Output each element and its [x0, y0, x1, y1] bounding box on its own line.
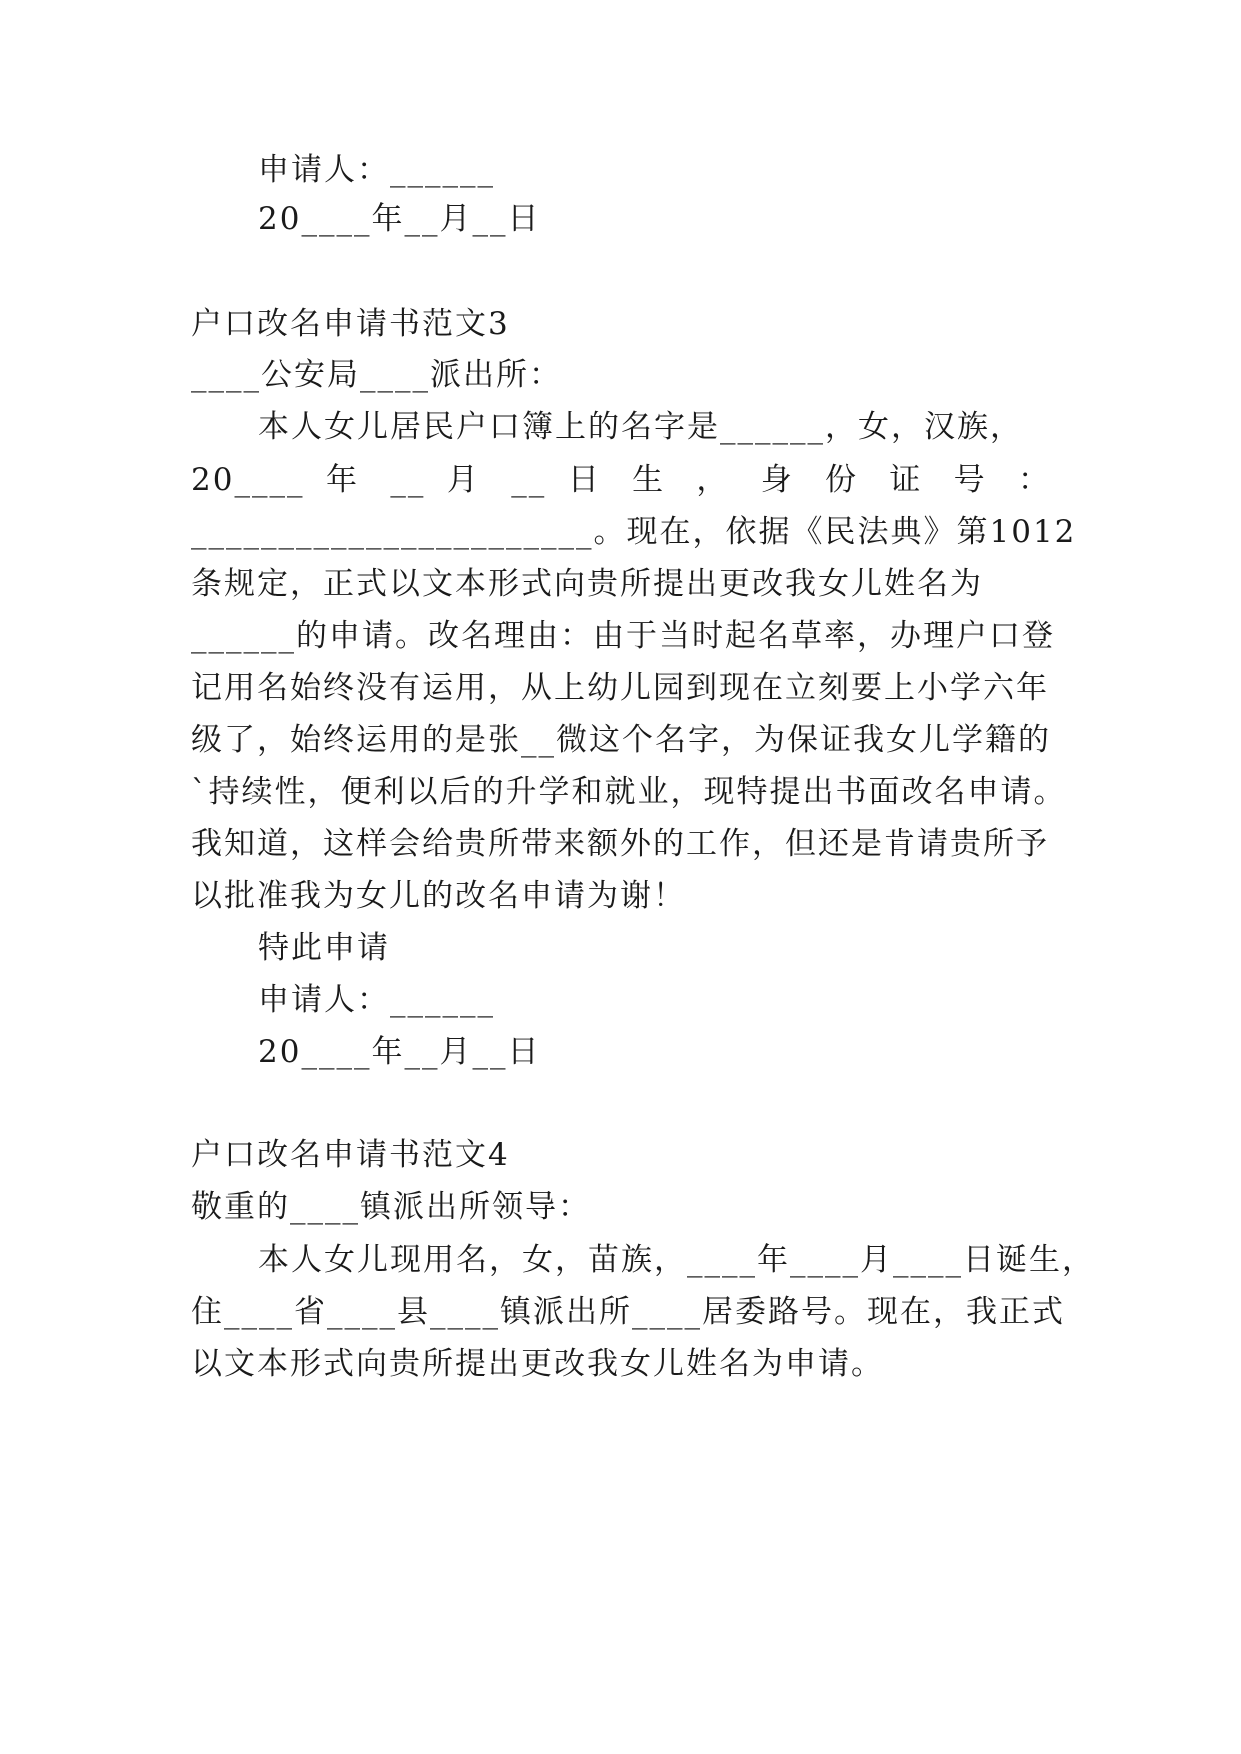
- paragraph-line: 本人女儿现用名，女，苗族，____年____月____日诞生，: [258, 1242, 1095, 1278]
- paragraph-line: _______________________。现在，依据《民法典》第1012: [191, 514, 1077, 550]
- paragraph-line: 本人女儿居民户口簿上的名字是______，女，汉族，: [258, 409, 1023, 445]
- date-line: 20____年__月__日: [258, 1034, 541, 1070]
- date-line: 20____年__月__日: [258, 201, 541, 237]
- paragraph-line: 以文本形式向贵所提出更改我女儿姓名为申请。: [191, 1346, 884, 1382]
- salutation: 敬重的____镇派出所领导：: [191, 1189, 591, 1225]
- paragraph-line: 20____ 年 __ 月 __ 日 生 ， 身 份 证 号 ：: [191, 462, 1051, 498]
- paragraph-line: 条规定，正式以文本形式向贵所提出更改我女儿姓名为: [191, 566, 983, 602]
- paragraph-line: ______的申请。改名理由：由于当时起名草率，办理户口登: [191, 618, 1055, 654]
- closing-line: 特此申请: [258, 930, 390, 966]
- paragraph-line: 记用名始终没有运用，从上幼儿园到现在立刻要上小学六年: [191, 670, 1049, 706]
- paragraph-line: 住____省____县____镇派出所____居委路号。现在，我正式: [191, 1294, 1065, 1330]
- salutation: ____公安局____派出所：: [191, 357, 562, 393]
- applicant-line: 申请人：______: [258, 152, 495, 188]
- paragraph-line: `持续性，便利以后的升学和就业，现特提出书面改名申请。: [191, 774, 1067, 810]
- paragraph-line: 我知道，这样会给贵所带来额外的工作，但还是肯请贵所予: [191, 826, 1049, 862]
- section-heading: 户口改名申请书范文4: [191, 1137, 510, 1173]
- section-heading: 户口改名申请书范文3: [191, 306, 510, 342]
- paragraph-line: 级了，始终运用的是张__微这个名字，为保证我女儿学籍的: [191, 722, 1051, 758]
- applicant-line: 申请人：______: [258, 982, 495, 1018]
- paragraph-line: 以批准我为女儿的改名申请为谢！: [191, 878, 686, 914]
